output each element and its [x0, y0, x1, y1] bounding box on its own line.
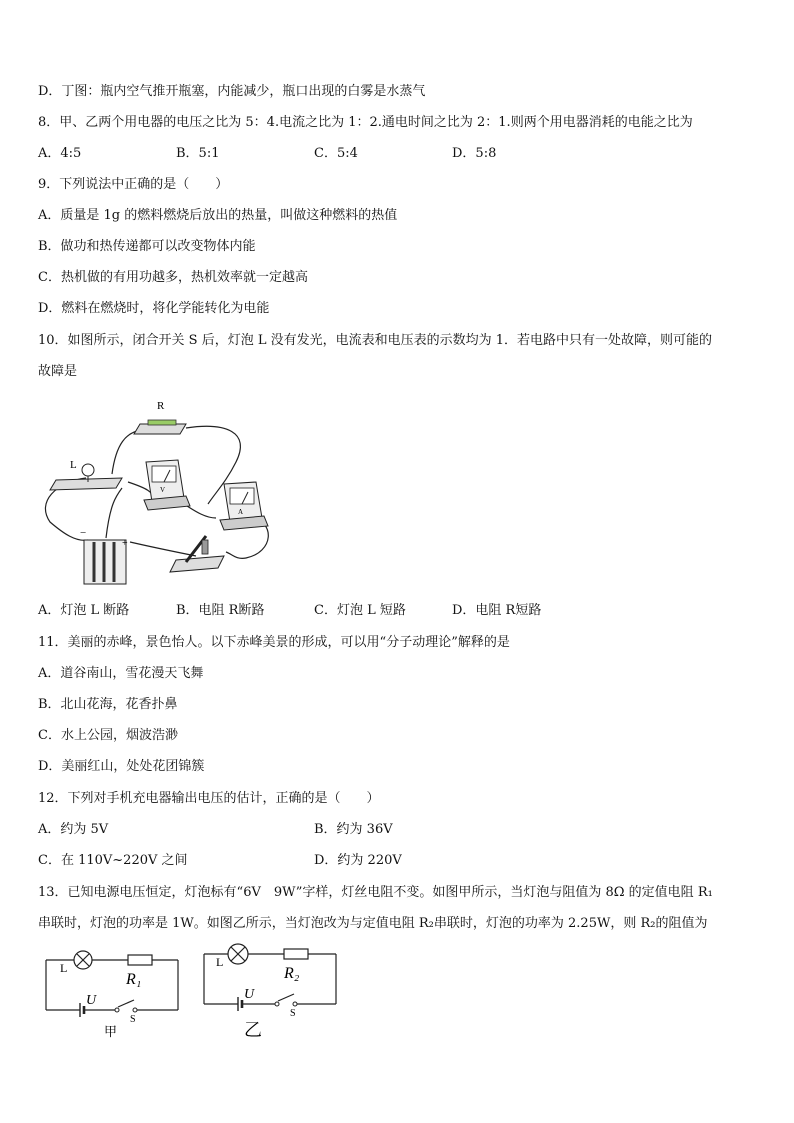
q11-option-b: B．北山花海，花香扑鼻 — [38, 697, 178, 712]
q10-option-b: B．电阻 R断路 — [176, 603, 265, 618]
ammeter-label: A — [238, 508, 244, 516]
q9-stem: 9．下列说法中正确的是（ ） — [38, 177, 229, 192]
voltmeter — [144, 460, 190, 510]
q12-stem: 12．下列对手机充电器输出电压的估计，正确的是（ ） — [38, 791, 380, 806]
q13-stem-line2: 串联时，灯泡的功率是 1W。如图乙所示，当灯泡改为与定值电阻 R₂串联时，灯泡的功率为 2.25W，则 R₂的阻值为 — [38, 916, 708, 931]
yi-switch-label: S — [290, 1008, 296, 1019]
battery-plus-label: + — [122, 538, 128, 549]
q10-option-a: A．灯泡 L 断路 — [38, 603, 130, 618]
q11-option-c: C．水上公园，烟波浩渺 — [38, 728, 178, 743]
voltmeter-label: V — [160, 486, 166, 494]
q8-option-b: B．5:1 — [176, 146, 220, 161]
q13-circuit-yi — [200, 940, 346, 1040]
jia-resistor-label: R₁ — [126, 971, 142, 988]
q10-circuit-figure — [36, 392, 286, 588]
yi-switch-icon — [275, 1002, 279, 1006]
q10-stem-line1: 10．如图所示，闭合开关 S 后，灯泡 L 没有发光，电流表和电压表的示数均为 1．若电路中只有一处故障，则可能的 — [38, 333, 713, 348]
q9-option-c: C．热机做的有用功越多，热机效率就一定越高 — [38, 270, 308, 285]
q11-option-d: D．美丽红山，处处花团锦簇 — [38, 759, 205, 774]
q8-option-c: C．5:4 — [314, 146, 358, 161]
yi-lamp-label: L — [216, 955, 224, 969]
q13-stem-line1: 13．已知电源电压恒定，灯泡标有“6V 9W”字样，灯丝电阻不变。如图甲所示，当灯泡与阻值为 8Ω 的定值电阻 R₁ — [38, 885, 713, 900]
q13-circuit-jia — [40, 944, 186, 1042]
q11-option-a: A．道谷南山，雪花漫天飞舞 — [38, 666, 204, 681]
resistor-r-label: R — [157, 400, 165, 412]
q12-option-d: D．约为 220V — [314, 853, 402, 868]
lamp-l — [50, 459, 122, 490]
yi-battery-icon — [238, 997, 242, 1011]
jia-lamp-label: L — [60, 961, 68, 975]
jia-switch-label: S — [130, 1014, 136, 1025]
yi-voltage-label: U — [244, 987, 255, 1002]
q8-option-d: D．5:8 — [452, 146, 497, 161]
q10-option-d: D．电阻 R短路 — [452, 603, 542, 618]
jia-battery-icon — [80, 1003, 84, 1017]
q7-option-d: D．丁图：瓶内空气推开瓶塞，内能减少，瓶口出现的白雾是水蒸气 — [38, 84, 426, 99]
yi-resistor-label: R₂ — [284, 965, 300, 982]
yi-caption: 乙 — [244, 1020, 262, 1040]
q9-option-b: B．做功和热传递都可以改变物体内能 — [38, 239, 256, 254]
lamp-l-label: L — [70, 459, 77, 471]
battery-minus-label: − — [80, 527, 87, 539]
yi-lamp-icon — [228, 944, 248, 964]
jia-switch-icon — [115, 1008, 119, 1012]
switch-s — [170, 536, 224, 572]
ammeter — [220, 482, 268, 530]
jia-voltage-label: U — [86, 993, 97, 1008]
q12-option-b: B．约为 36V — [314, 822, 393, 837]
yi-resistor-icon — [284, 949, 308, 959]
q12-option-c: C．在 110V~220V 之间 — [38, 853, 188, 868]
q10-option-c: C．灯泡 L 短路 — [314, 603, 406, 618]
q12-option-a: A．约为 5V — [38, 822, 109, 837]
battery — [80, 527, 128, 584]
q9-option-d: D．燃料在燃烧时，将化学能转化为电能 — [38, 301, 270, 316]
q8-option-a: A．4:5 — [38, 146, 82, 161]
jia-resistor-icon — [128, 955, 152, 965]
jia-lamp-icon — [74, 951, 92, 969]
jia-caption: 甲 — [104, 1024, 118, 1039]
resistor-r — [134, 400, 186, 434]
q11-stem: 11．美丽的赤峰，景色怡人。以下赤峰美景的形成，可以用“分子动理论”解释的是 — [38, 635, 510, 650]
q10-stem-line2: 故障是 — [38, 364, 78, 379]
q9-option-a: A．质量是 1g 的燃料燃烧后放出的热量，叫做这种燃料的热值 — [38, 208, 398, 223]
q8-stem: 8．甲、乙两个用电器的电压之比为 5：4.电流之比为 1：2.通电时间之比为 2：1.则两个用电器消耗的电能之比为 — [38, 115, 693, 130]
